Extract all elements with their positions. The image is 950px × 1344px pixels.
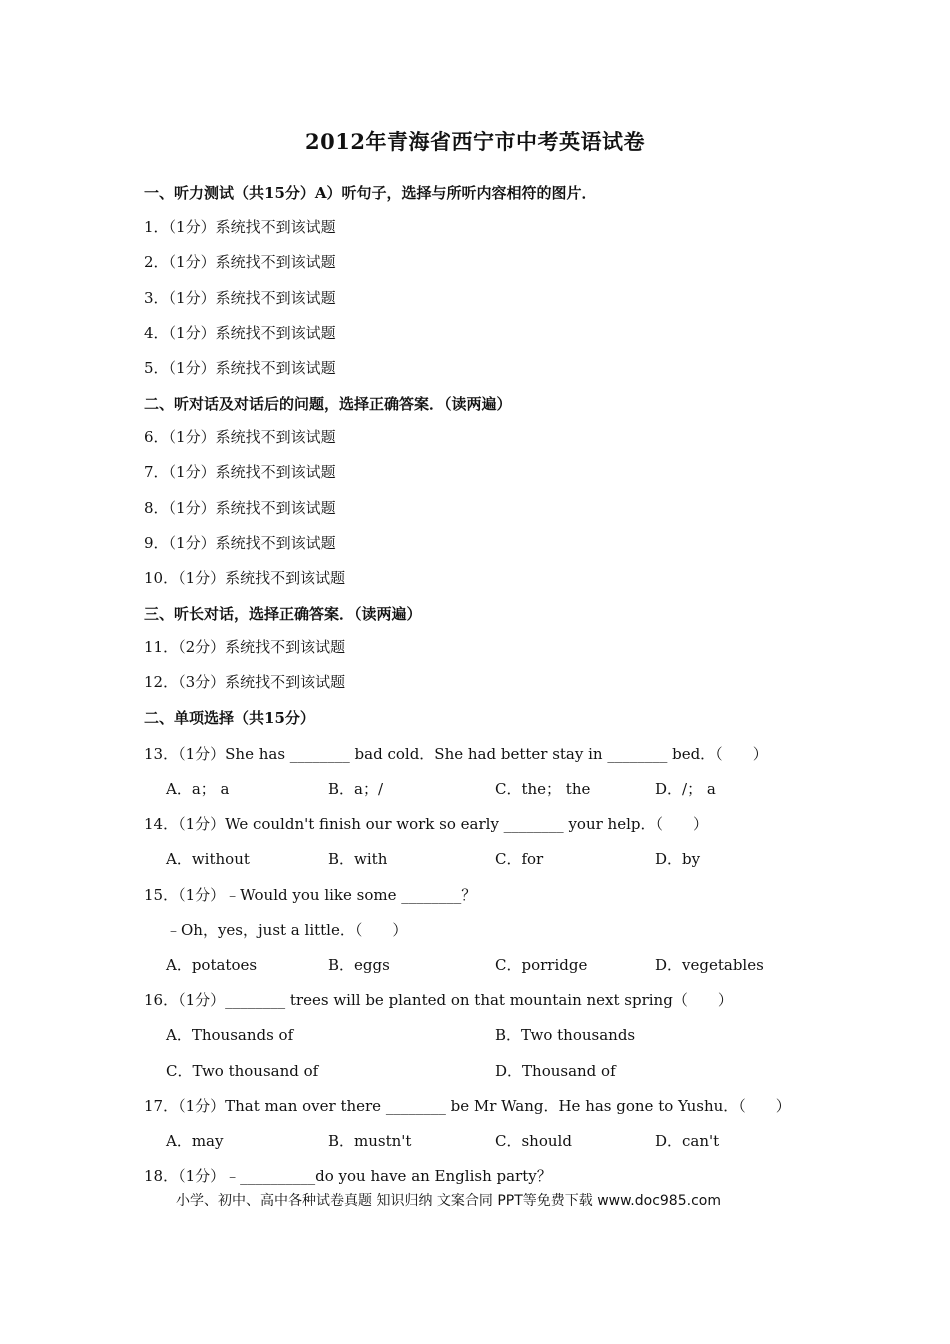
question-18-stem: 18．（1分）﹣__________do you have an English party？ bbox=[144, 1167, 552, 1185]
question-14-option-c: C．for bbox=[495, 850, 544, 868]
question-13-option-a: A．a； a bbox=[166, 780, 230, 798]
question-15-option-a: A．potatoes bbox=[166, 956, 258, 974]
question-14-option-d: D．by bbox=[655, 850, 701, 868]
question-4: 4．（1分）系统找不到该试题 bbox=[144, 324, 336, 342]
question-2: 2．（1分）系统找不到该试题 bbox=[144, 253, 336, 271]
section-heading-dialogues: 二、听对话及对话后的问题，选择正确答案．（读两遍） bbox=[144, 395, 512, 413]
question-5: 5．（1分）系统找不到该试题 bbox=[144, 359, 336, 377]
question-15-option-b: B．eggs bbox=[328, 956, 390, 974]
question-15-option-c: C．porridge bbox=[495, 956, 588, 974]
page-title: 2012年青海省西宁市中考英语试卷 bbox=[305, 129, 645, 154]
question-16-option-d: D．Thousand of bbox=[495, 1062, 616, 1080]
section-heading-multiple-choice: 二、单项选择（共15分） bbox=[144, 709, 315, 727]
question-15-stem: 15．（1分）﹣Would you like some ________？ bbox=[144, 886, 477, 904]
question-13-stem: 13．（1分）She has ________ bad cold．She had better stay in ________ bed．（ ） bbox=[144, 745, 768, 763]
question-9: 9．（1分）系统找不到该试题 bbox=[144, 534, 336, 552]
question-13-option-d: D．/； a bbox=[655, 780, 716, 798]
question-6: 6．（1分）系统找不到该试题 bbox=[144, 428, 336, 446]
question-15-option-d: D．vegetables bbox=[655, 956, 764, 974]
question-13-option-c: C．the； the bbox=[495, 780, 591, 798]
footer-watermark-text: 小学、初中、高中各种试卷真题 知识归纳 文案合同 PPT等免费下载 www.doc985.com bbox=[176, 1193, 721, 1209]
question-12: 12．（3分）系统找不到该试题 bbox=[144, 673, 346, 691]
question-17-option-b: B．mustn't bbox=[328, 1132, 412, 1150]
question-14-option-b: B．with bbox=[328, 850, 388, 868]
question-3: 3．（1分）系统找不到该试题 bbox=[144, 289, 336, 307]
question-8: 8．（1分）系统找不到该试题 bbox=[144, 499, 336, 517]
question-14-option-a: A．without bbox=[166, 850, 250, 868]
section-heading-listening-pictures: 一、听力测试（共15分）A）听句子，选择与所听内容相符的图片． bbox=[144, 184, 597, 202]
question-17-option-a: A．may bbox=[166, 1132, 224, 1150]
question-13-option-b: B．a；/ bbox=[328, 780, 384, 798]
question-17-option-c: C．should bbox=[495, 1132, 572, 1150]
question-16-stem: 16．（1分）________ trees will be planted on that mountain next spring（ ） bbox=[144, 991, 733, 1009]
question-7: 7．（1分）系统找不到该试题 bbox=[144, 463, 336, 481]
question-16-option-c: C．Two thousand of bbox=[166, 1062, 319, 1080]
question-1: 1．（1分）系统找不到该试题 bbox=[144, 218, 336, 236]
question-16-option-b: B．Two thousands bbox=[495, 1026, 636, 1044]
question-14-stem: 14．（1分）We couldn't finish our work so early ________ your help．（ ） bbox=[144, 815, 708, 833]
question-15-stem-reply: ﹣Oh，yes，just a little．（ ） bbox=[166, 921, 408, 939]
question-11: 11．（2分）系统找不到该试题 bbox=[144, 638, 346, 656]
question-17-stem: 17．（1分）That man over there ________ be Mr Wang．He has gone to Yushu．（ ） bbox=[144, 1097, 791, 1115]
question-17-option-d: D．can't bbox=[655, 1132, 720, 1150]
question-16-option-a: A．Thousands of bbox=[166, 1026, 294, 1044]
section-heading-long-dialogue: 三、听长对话，选择正确答案．（读两遍） bbox=[144, 605, 422, 623]
question-10: 10．（1分）系统找不到该试题 bbox=[144, 569, 346, 587]
